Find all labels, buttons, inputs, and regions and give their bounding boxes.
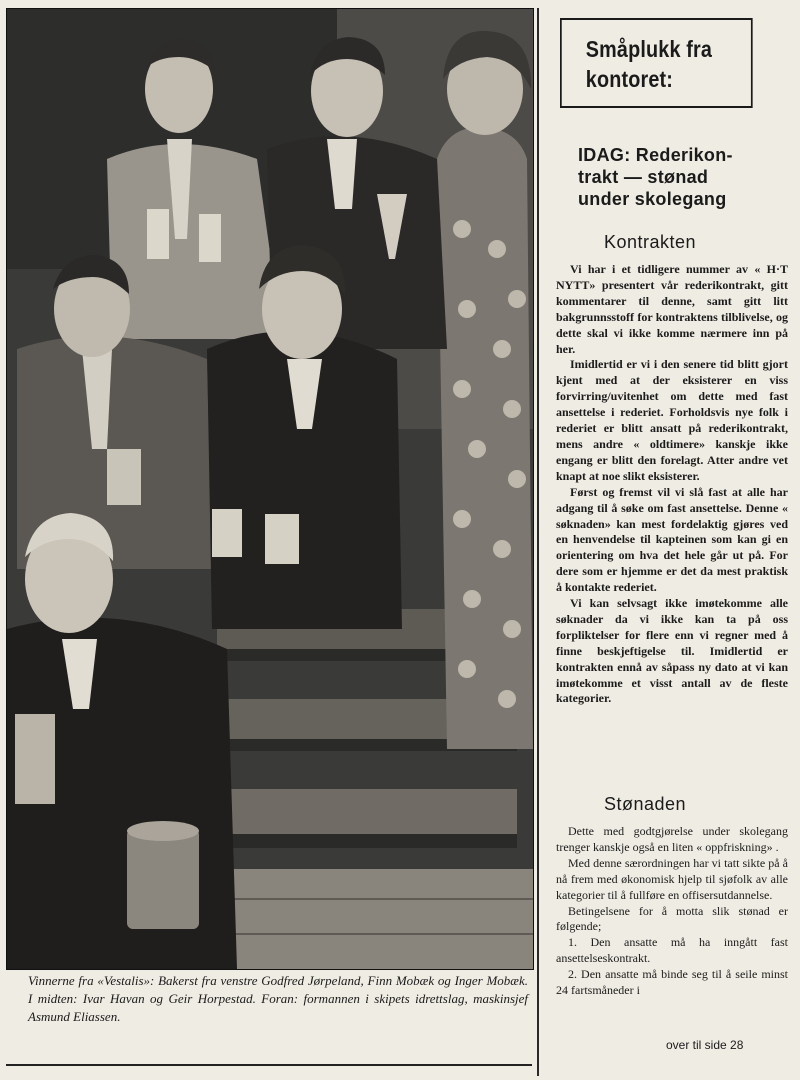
- section-title-line-1: Småplukk fra: [585, 36, 713, 62]
- kontrakten-paragraph: Vi har i et tidligere nummer av « H·T NYTT» presentert vår rederikontrakt, gitt kommentarer til denne, samt gitt litt bakgrunnsstoff for kontraktens tilblivelse, og dette skal vi ikke komme nærmere inn på her.: [556, 262, 788, 356]
- column-divider: [537, 8, 539, 1076]
- stonaden-heading: Stønaden: [604, 794, 687, 814]
- stonaden-paragraph: Med denne særordningen har vi tatt sikte på å nå frem med økonomisk hjelp til sjøfolk av alle kategorier til å fullføre en offisersutdannelse.: [556, 855, 788, 902]
- headline-line-3: under skolegang: [578, 189, 727, 209]
- stonaden-paragraph: Dette med godtgjørelse under skolegang trenger kanskje også en liten « oppfriskning» .: [556, 824, 788, 854]
- stonaden-paragraph: Betingelsene for å motta slik stønad er følgende;: [556, 903, 788, 934]
- headline-line-2: trakt — stønad: [578, 167, 709, 187]
- photo-caption: Vinnerne fra «Vestalis»: Bakerst fra venstre Godfred Jørpeland, Finn Mobæk og Inger Mobæk. I midten: Ivar Havan og Geir Horpestad. Foran: formannen i skipets idrettslag, maskinsjef Asmund Eliassen.: [28, 973, 528, 1024]
- condition-item: 1. Den ansatte må ha inngått fast ansettelseskontrakt.: [556, 935, 788, 966]
- section-title-line-2: kontoret:: [585, 66, 674, 92]
- caption-rule: [6, 1064, 532, 1066]
- kontrakten-paragraph: Vi kan selvsagt ikke imøtekomme alle søknader da vi ikke kan ta på oss forpliktelser for flere enn vi regner med å finne beskjeftigelse til. Imidlertid er kontrakten ennå av såpass ny dato at vi kan imøtekomme et visst antall av de fleste kategorier.: [556, 596, 788, 706]
- section-title-box: [560, 18, 753, 108]
- stonaden-body: [556, 824, 788, 999]
- kontrakten-body: [556, 262, 788, 707]
- kontrakten-heading: Kontrakten: [604, 232, 697, 252]
- condition-item: 2. Den ansatte må binde seg til å seile minst 24 fartsmåneder i: [556, 967, 788, 998]
- group-photo: [6, 8, 534, 970]
- photo-illustration: [7, 9, 533, 969]
- continued-on-page: over til side 28: [666, 1038, 744, 1052]
- headline-line-1: IDAG: Rederikon-: [578, 145, 733, 165]
- kontrakten-paragraph: Imidlertid er vi i den senere tid blitt gjort kjent med at der eksisterer en viss forvirring/uvitenhet om dette med fast ansettelse i rederiet. Forholdsvis nye folk i rederiet er blitt ansatt på rederikontrakt, mens andre « oldtimere» kanskje ikke engang er blitt den forelagt. Atter andre vet knapt at noe slikt eksisterer.: [556, 357, 788, 483]
- article-column: [546, 8, 794, 1076]
- kontrakten-paragraph: Først og fremst vil vi slå fast at alle har adgang til å søke om fast ansettelse. Denne « søknaden» kan mest fordelaktig gjøres ved en henvendelse til kapteinen som kan gi en orientering om hva det hele går ut på. For dere som er hjemme er det da mest praktisk å kontakte rederiet.: [556, 484, 788, 595]
- article-headline: [578, 144, 788, 210]
